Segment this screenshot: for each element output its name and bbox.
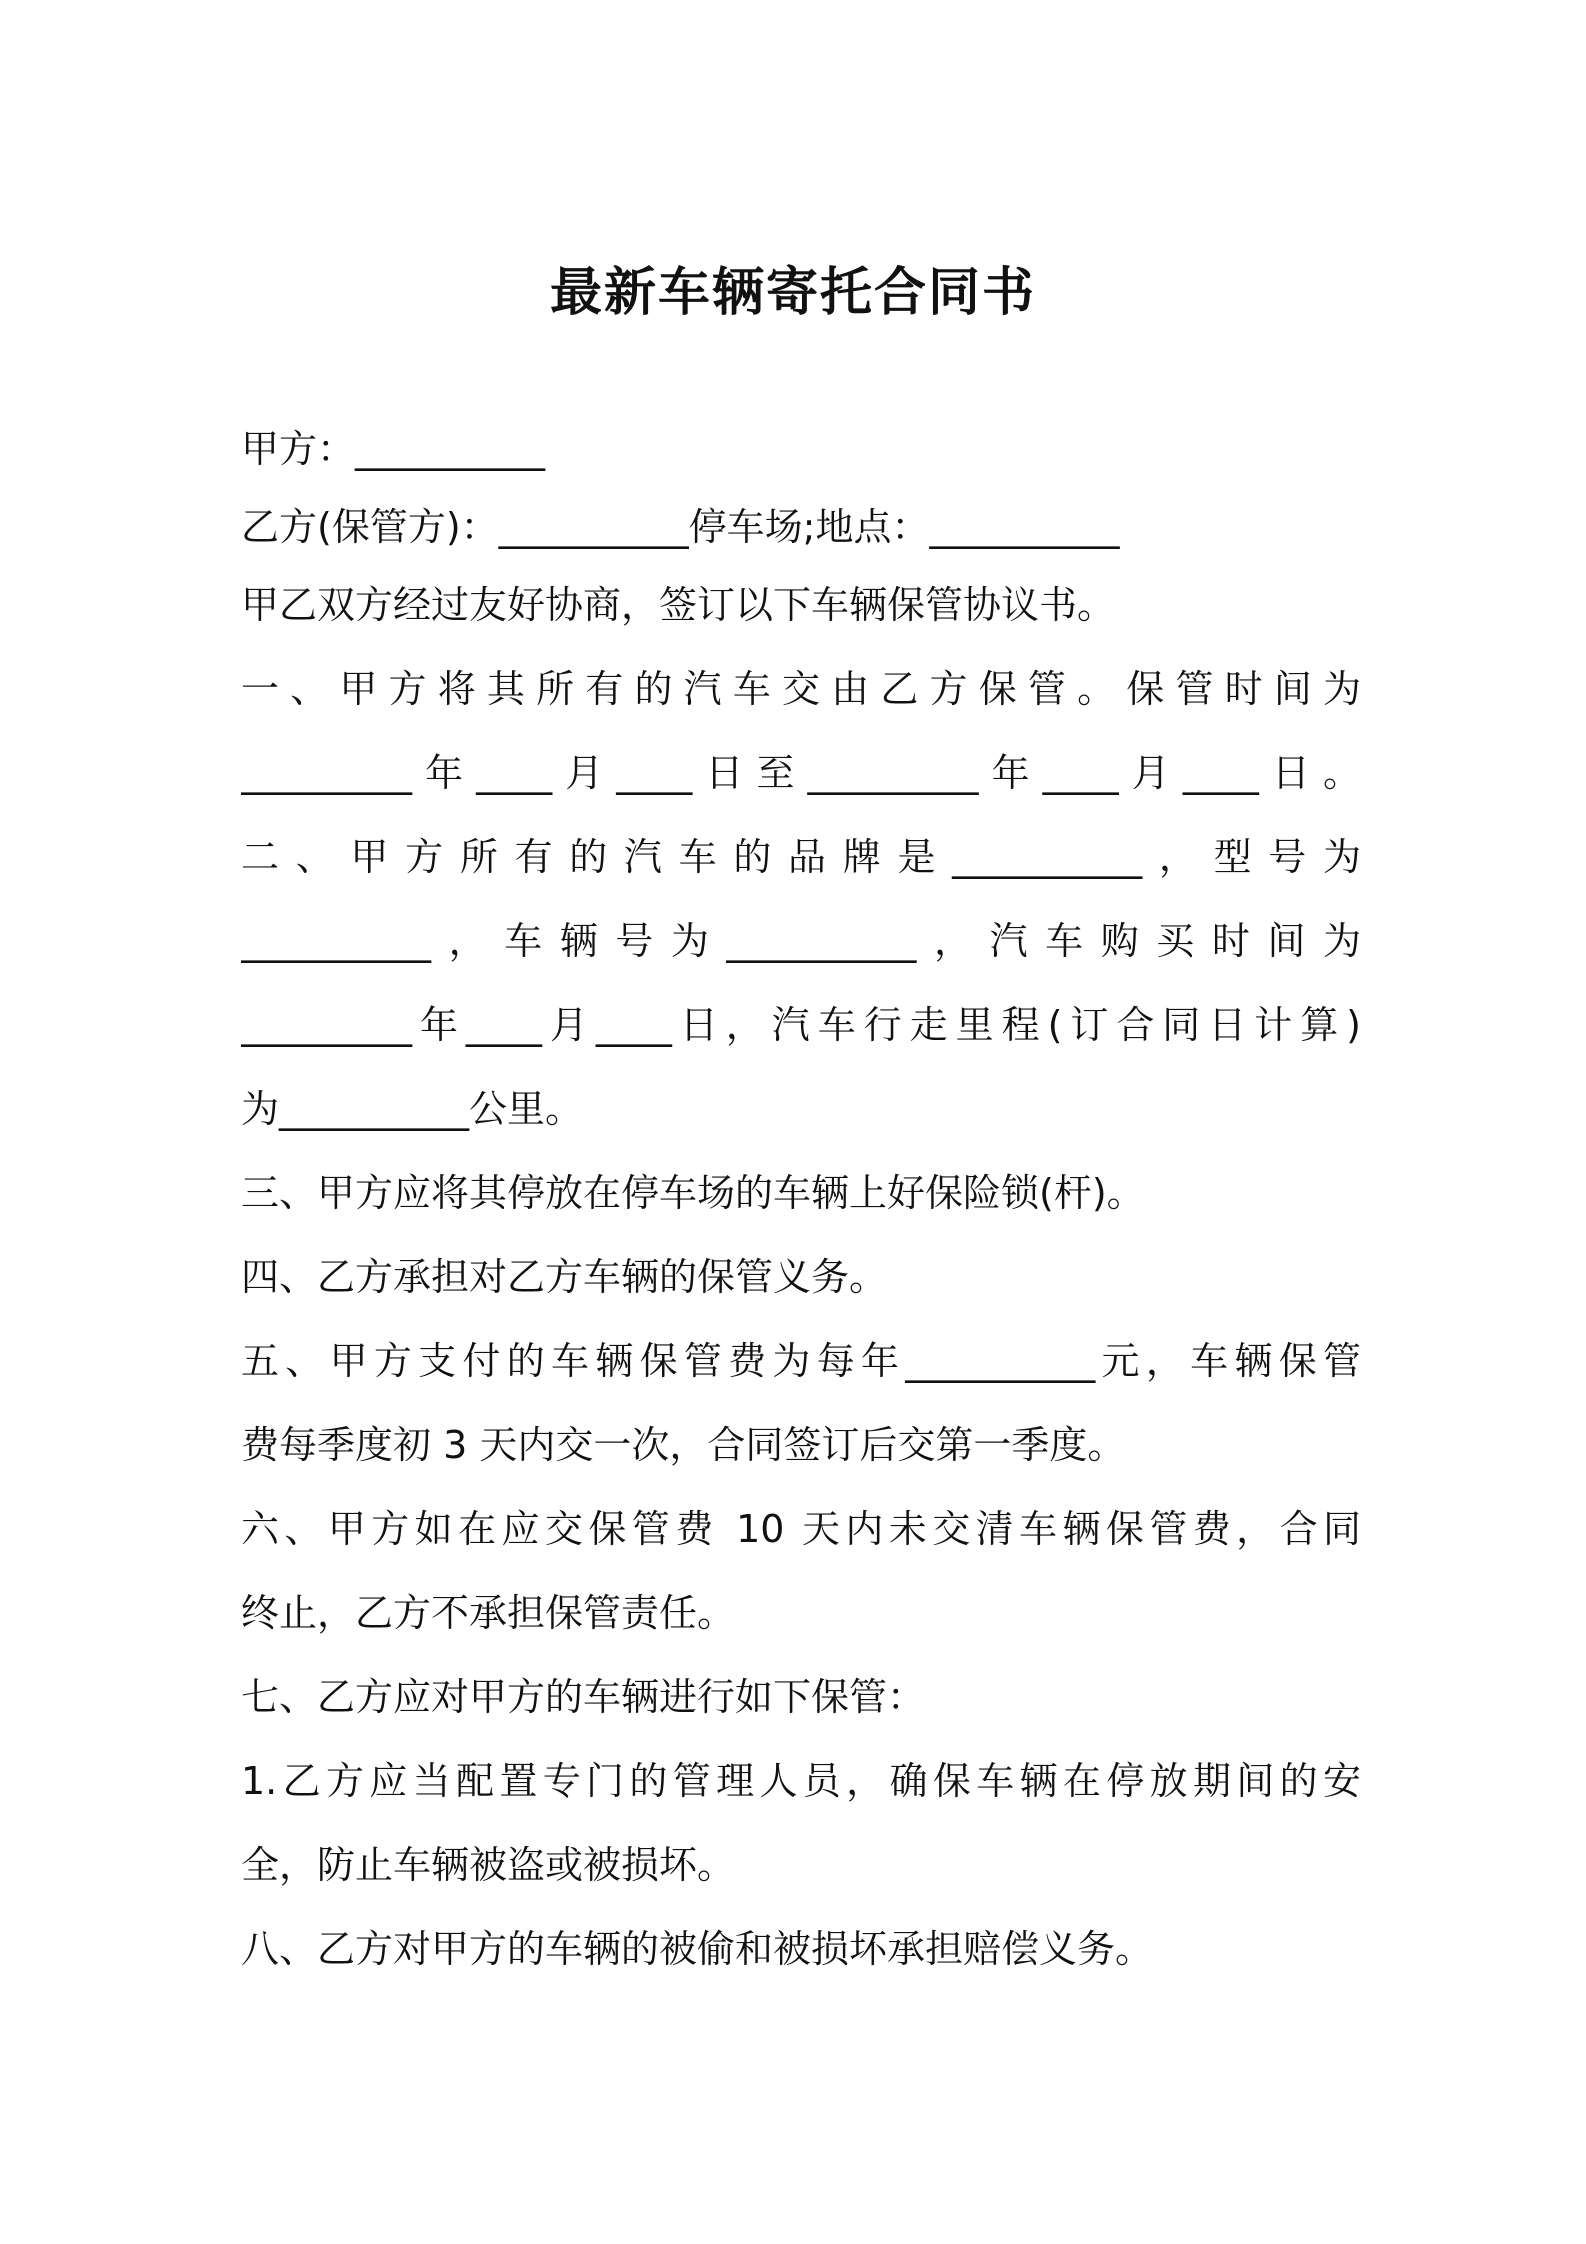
- party-b-line: 乙方(保管方)：__________停车场;地点：__________: [241, 505, 1120, 549]
- document-body: [241, 407, 1361, 1991]
- clause-7-item-1-line-2: 全，防止车辆被盗或被损坏。: [241, 1843, 736, 1887]
- clause-4-line: 四、乙方承担对乙方车辆的保管义务。: [241, 1255, 888, 1299]
- clause-2-line-3: _________年____月____日，汽车行走里程(订合同日计算): [241, 1003, 1361, 1047]
- clause-7-item-1-line-1: 1.乙方应当配置专门的管理人员，确保车辆在停放期间的安: [241, 1759, 1361, 1803]
- clause-2-line-4: 为__________公里。: [241, 1087, 584, 1131]
- document-title: 最新车辆寄托合同书: [549, 263, 1036, 323]
- clause-7-line: 七、乙方应对甲方的车辆进行如下保管：: [241, 1675, 926, 1719]
- clause-8-line: 八、乙方对甲方的车辆的被偷和被损坏承担赔偿义务。: [241, 1927, 1154, 1971]
- preamble-line: 甲乙双方经过友好协商，签订以下车辆保管协议书。: [241, 583, 1116, 627]
- clause-1-line-2: _________年____月____日至_________年____月____日。: [241, 751, 1361, 795]
- clause-2-line-1: 二、甲方所有的汽车的品牌是__________，型号为: [241, 835, 1361, 879]
- clause-6-line-1: 六、甲方如在应交保管费 10 天内未交清车辆保管费，合同: [241, 1507, 1361, 1551]
- clause-5-line-2: 费每季度初 3 天内交一次，合同签订后交第一季度。: [241, 1423, 1126, 1467]
- clause-5-line-1: 五、甲方支付的车辆保管费为每年__________元，车辆保管: [241, 1339, 1361, 1383]
- clause-3-line: 三、甲方应将其停放在停车场的车辆上好保险锁(杆)。: [241, 1171, 1145, 1215]
- clause-6-line-2: 终止，乙方不承担保管责任。: [241, 1591, 736, 1635]
- party-a-line: 甲方：__________: [241, 427, 546, 471]
- clause-1-line-1: 一、甲方将其所有的汽车交由乙方保管。保管时间为: [241, 667, 1361, 711]
- clause-2-line-2: __________，车辆号为__________，汽车购买时间为: [241, 919, 1361, 963]
